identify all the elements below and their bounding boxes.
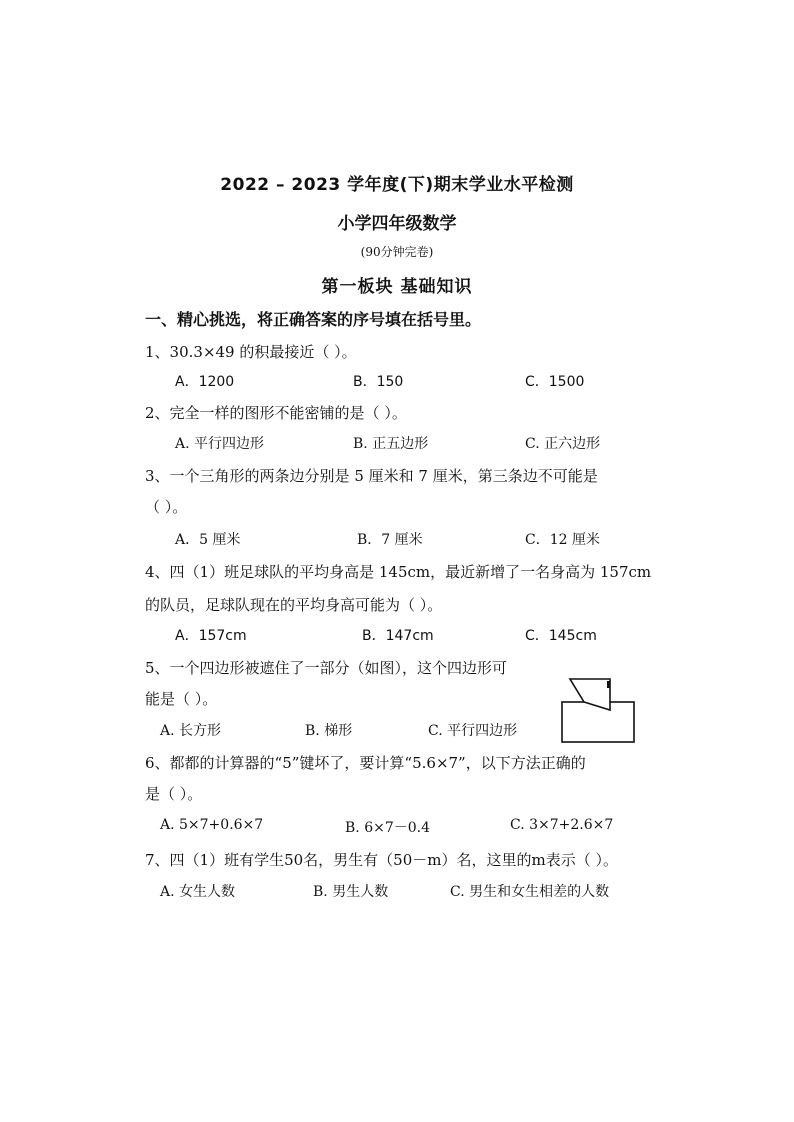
question-3-text-line-1: 3、一个三角形的两条边分别是 5 厘米和 7 厘米，第三条边不可能是 <box>145 467 598 485</box>
question-6-option-a: A. 5×7+0.6×7 <box>160 817 264 833</box>
figure-cover-shape <box>570 679 610 710</box>
question-5-text-line-2: 能是（ ）。 <box>145 690 218 708</box>
question-7-option-c: C. 男生和女生相差的人数 <box>450 884 610 900</box>
question-2-text: 2、完全一样的图形不能密铺的是（ ）。 <box>145 404 407 422</box>
question-4-option-b: B．147cm <box>362 628 434 644</box>
question-3-option-c: C．12 厘米 <box>525 532 600 548</box>
question-5-option-a: A. 长方形 <box>160 723 222 739</box>
question-6-text-line-2: 是（ ）。 <box>145 785 203 803</box>
question-7-option-b: B. 男生人数 <box>313 884 389 900</box>
question-4-option-c: C．145cm <box>525 628 597 644</box>
question-2-option-c: C. 正六边形 <box>525 436 601 452</box>
exam-subtitle: 小学四年级数学 <box>337 214 457 234</box>
question-6-text-line-1: 6、都都的计算器的“5”键坏了，要计算“5.6×7”，以下方法正确的 <box>145 754 586 772</box>
question-7-text: 7、四（1）班有学生50名，男生有（50－m）名，这里的m表示（ ）。 <box>145 851 618 869</box>
question-1-option-c: C．1500 <box>525 374 585 390</box>
question-4-option-a: A．157cm <box>175 628 247 644</box>
question-3-option-b: B．7 厘米 <box>357 532 423 548</box>
question-4-text-line-1: 4、四（1）班足球队的平均身高是 145cm，最近新增了一名身高为 157cm <box>145 563 652 581</box>
section-title: 第一板块 基础知识 <box>321 277 473 297</box>
question-6-option-b: B. 6×7－0.4 <box>345 820 430 836</box>
question-5-text-line-1: 5、一个四边形被遮住了一部分（如图），这个四边形可 <box>145 659 508 677</box>
exam-title: 2022 – 2023 学年度(下)期末学业水平检测 <box>220 175 574 195</box>
question-7-option-a: A. 女生人数 <box>160 884 236 900</box>
part-heading: 一、精心挑选，将正确答案的序号填在括号里。 <box>145 310 482 329</box>
exam-duration: (90分钟完卷) <box>360 245 434 259</box>
question-3-text-line-2: （ ）。 <box>145 498 188 516</box>
quadrilateral-figure <box>560 676 638 744</box>
question-1-option-a: A．1200 <box>175 374 235 390</box>
question-2-option-b: B. 正五边形 <box>353 436 429 452</box>
question-6-option-c: C. 3×7+2.6×7 <box>510 817 614 833</box>
question-1-option-b: B．150 <box>353 374 404 390</box>
question-5-option-b: B. 梯形 <box>305 723 353 739</box>
question-3-option-a: A．5 厘米 <box>175 532 241 548</box>
question-5-option-c: C. 平行四边形 <box>428 723 518 739</box>
question-4-text-line-2: 的队员，足球队现在的平均身高可能为（ ）。 <box>145 596 443 614</box>
figure-rectangle-outline <box>562 702 634 742</box>
question-2-option-a: A. 平行四边形 <box>175 436 265 452</box>
figure-mark <box>607 681 611 688</box>
question-1-text: 1、30.3×49 的积最接近（ ）。 <box>145 343 357 361</box>
